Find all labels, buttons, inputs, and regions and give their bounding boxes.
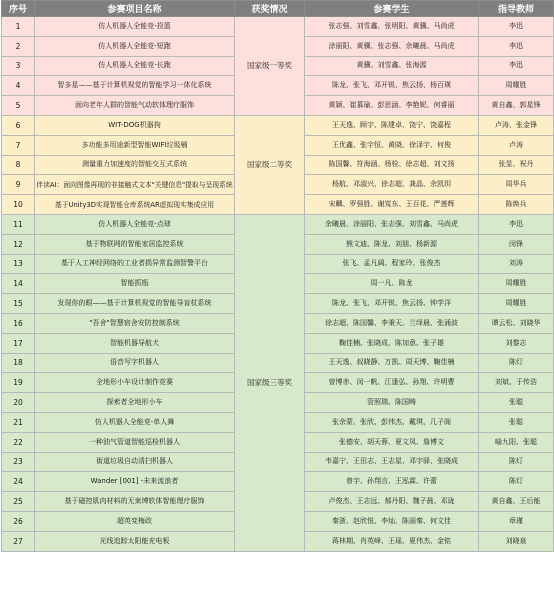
project-name: 街道垃圾自动清扫机器人 [35,452,235,472]
project-name: "吾舍"智慧宿舍安防控制系统 [35,313,235,333]
row-number: 5 [2,96,35,116]
student-names: 杨航、邓淑兴、徐志超、龚晶、余凯玥 [305,175,479,195]
project-name: 仿人机器人全能竞-点球 [35,214,235,234]
row-number: 11 [2,214,35,234]
student-names: 陈龙、张飞、邓开锐、焦云扬、钟学洋 [305,294,479,314]
project-name: 发现你的眼——基于计算机视觉的智能导盲杖系统 [35,294,235,314]
teacher-names: 谭云松、刘晓华 [479,313,554,333]
student-names: 陈国馨、符海涵、杨栓、徐志超、刘文扬 [305,155,479,175]
row-number: 2 [2,36,35,56]
project-name: 超英变梅政 [35,511,235,531]
project-name: 探索者全地形小车 [35,393,235,413]
teacher-names: 刘斌、于传浩 [479,373,554,393]
student-names: 曾博赤、闵一帆、江逢弘、孙翔、许明曹 [305,373,479,393]
teacher-names: 刘晓泉 [479,531,554,551]
teacher-names: 周华兵 [479,175,554,195]
project-name: 基于磁控肌肉材料的无束缚软体智能理疗服饰 [35,492,235,512]
row-number: 7 [2,135,35,155]
project-name: 伴读AI：面向图像再现的非接触式文本"关键信息"提取与呈现系统 [35,175,235,195]
project-name: 全地形小车设计制作竞赛 [35,373,235,393]
project-name: 基于Unity3D实现智能仓库系统AR虚拟现实集成应用 [35,195,235,215]
column-header-number: 序号 [2,1,35,17]
student-names: 周一凡、陈龙 [305,274,479,294]
table-row [2,214,554,234]
project-name: Wander [001] -未来流浪者 [35,472,235,492]
column-header-students: 参赛学生 [305,1,479,17]
project-name: 面向老年人群的智能气动软体理疗服饰 [35,96,235,116]
student-names: 涂丽阳、黄骥、张志强、余曦晨、马尚虎 [305,36,479,56]
teacher-names: 黄自鑫、王后能 [479,492,554,512]
student-names: 秦浙、赵欣悦、李灿、陈丽秦、何文佳 [305,511,479,531]
award-level: 国家级一等奖 [235,17,305,116]
row-number: 12 [2,234,35,254]
table-body [2,17,554,552]
student-names: 徐志超、陈国馨、李秉天、兰绎晨、张涌波 [305,313,479,333]
column-header-teacher: 指导教师 [479,1,554,17]
project-name: 智能抓瓶 [35,274,235,294]
teacher-names: 张显、祝丹 [479,155,554,175]
row-number: 8 [2,155,35,175]
row-number: 13 [2,254,35,274]
row-number: 27 [2,531,35,551]
row-number: 1 [2,17,35,37]
teacher-names: 陈灯 [479,452,554,472]
student-names: 宋麟、罗强胜、谢岌东、王百花、严莲辉 [305,195,479,215]
teacher-names: 陈焕兵 [479,195,554,215]
row-number: 22 [2,432,35,452]
teacher-names: 李迅 [479,17,554,37]
student-names: 王优鑫、张宇恒、黄晓、徐泽宇、何俊 [305,135,479,155]
project-name: 语音写字机器人 [35,353,235,373]
table-header-row [2,1,554,17]
project-name: 一种油气管道智能巡检机器人 [35,432,235,452]
award-level: 国家级三等奖 [235,214,305,551]
row-number: 6 [2,115,35,135]
row-number: 19 [2,373,35,393]
student-names: 曾宇、孙翔言、王泓霖、许蕾 [305,472,479,492]
student-names: 张德安、胡天蓉、夏文凤、詹博文 [305,432,479,452]
row-number: 26 [2,511,35,531]
teacher-names: 章瑾 [479,511,554,531]
row-number: 21 [2,412,35,432]
row-number: 23 [2,452,35,472]
student-names: 蒋林期、肖英峰、王瑶、夏伟杰、金铭 [305,531,479,551]
teacher-names: 周耀胜 [479,294,554,314]
teacher-names: 李迅 [479,56,554,76]
teacher-names: 李迅 [479,36,554,56]
student-names: 张余蒙、张欣、彭伟杰、戴琪、几子阁 [305,412,479,432]
student-names: 鞠佳楠、张晓成、陈加意、张子雄 [305,333,479,353]
student-names: 韦嘉宁、王田志、王志星、邓宇驿、张晓成 [305,452,479,472]
student-names: 余曦晨、涂丽阳、张志强、刘雪鑫、马尚虎 [305,214,479,234]
row-number: 4 [2,76,35,96]
student-names: 陈龙、张飞、邓开锐、焦云扬、杨百瑛 [305,76,479,96]
row-number: 17 [2,333,35,353]
project-name: 仿人机器人全能竞-单人舞 [35,412,235,432]
row-number: 9 [2,175,35,195]
project-name: 智多星——基于计算机视觉的智能学习一体化系统 [35,76,235,96]
project-name: 测量重力加速度的智能交互式系统 [35,155,235,175]
row-number: 15 [2,294,35,314]
row-number: 18 [2,353,35,373]
project-name: 智能机器导航犬 [35,333,235,353]
teacher-names: 陈灯 [479,353,554,373]
student-names: 王天逸、叔晓静、万凯、周天博、鞠佳楠 [305,353,479,373]
teacher-names: 周耀胜 [479,274,554,294]
teacher-names: 闵锋 [479,234,554,254]
teacher-names: 喻九阳、张聪 [479,432,554,452]
teacher-names: 刘涛 [479,254,554,274]
student-names: 熊文迪、陈龙、刘朋、杨新源 [305,234,479,254]
awards-table [1,0,554,552]
project-name: 仿人机器人全能竞-长跑 [35,56,235,76]
teacher-names: 陈灯 [479,472,554,492]
teacher-names: 李迅 [479,214,554,234]
teacher-names: 刘黎志 [479,333,554,353]
table-row [2,115,554,135]
student-names: 管照瑞、陈国畴 [305,393,479,413]
project-name: 光线追踪太阳能充电板 [35,531,235,551]
column-header-award: 获奖情况 [235,1,305,17]
project-name: WIT-DOG机器狗 [35,115,235,135]
student-names: 张志强、刘雪鑫、张明阳、黄骥、马尚虎 [305,17,479,37]
row-number: 10 [2,195,35,215]
project-name: 基于人工神经网络的工业者损异常监测智警平台 [35,254,235,274]
project-name: 多功能多用途新型智能WIFI垃圾桶 [35,135,235,155]
row-number: 16 [2,313,35,333]
student-names: 黄颖、崔慕瑜、彭思涵、李艳妮、何睿丽 [305,96,479,116]
project-name: 基于物联网的智能家居监控系统 [35,234,235,254]
project-name: 仿人机器人全能竞-投篮 [35,17,235,37]
row-number: 20 [2,393,35,413]
project-name: 仿人机器人全能竞-短跑 [35,36,235,56]
student-names: 黄骥、刘雪鑫、张海源 [305,56,479,76]
column-header-project: 参赛项目名称 [35,1,235,17]
row-number: 24 [2,472,35,492]
teacher-names: 周耀胜 [479,76,554,96]
teacher-names: 张聪 [479,393,554,413]
teacher-names: 黄自鑫、郭星锋 [479,96,554,116]
award-level: 国家级二等奖 [235,115,305,214]
teacher-names: 张聪 [479,412,554,432]
teacher-names: 卢涛 [479,135,554,155]
row-number: 14 [2,274,35,294]
row-number: 25 [2,492,35,512]
student-names: 卢俊杰、王志远、郝丹阳、魏子晨、邓珑 [305,492,479,512]
row-number: 3 [2,56,35,76]
student-names: 张飞、孟凡阔、程家玲、张俊杰 [305,254,479,274]
table-row [2,17,554,37]
teacher-names: 卢涛、张金锋 [479,115,554,135]
student-names: 王天逸、顾宇、陈建卓、饶宁、饶嘉程 [305,115,479,135]
